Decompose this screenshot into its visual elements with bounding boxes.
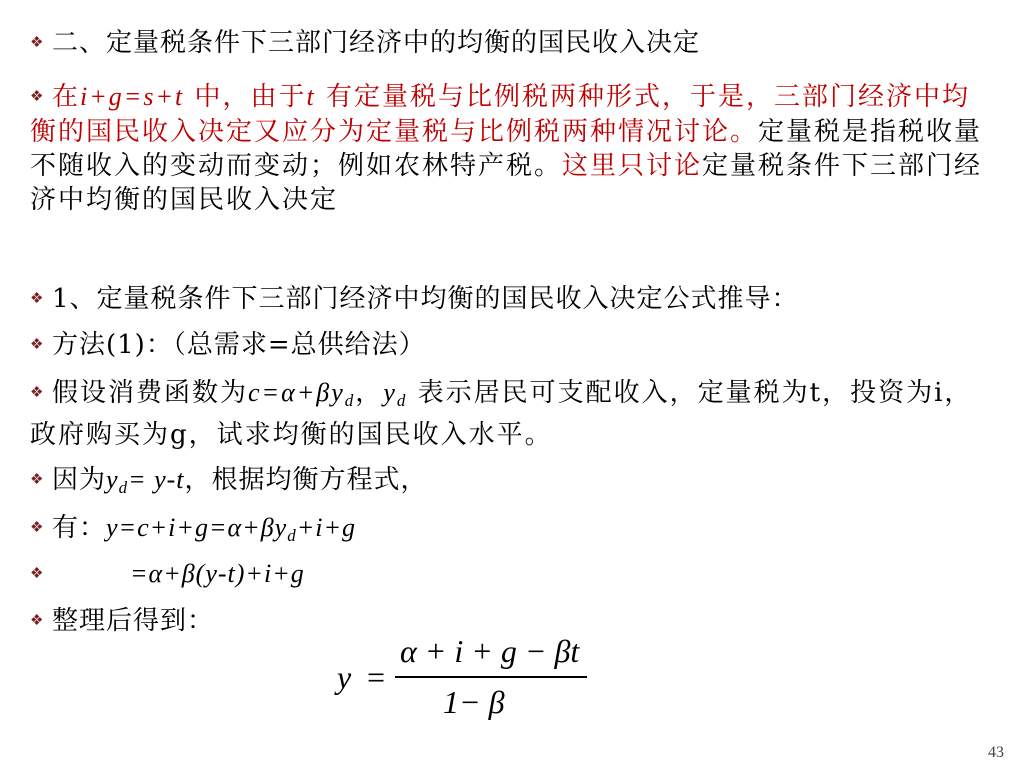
assume-paragraph — [30, 376, 994, 452]
because-eq: = y-t — [128, 465, 185, 494]
diamond-bullet-icon: ❖ — [30, 33, 45, 51]
have-sub-d: d — [287, 526, 297, 545]
fraction-bar — [395, 676, 587, 678]
diamond-bullet-icon: ❖ — [30, 289, 45, 307]
para1-mid1: 中，由于 — [194, 82, 307, 112]
diamond-bullet-icon: ❖ — [30, 87, 46, 105]
because-line — [30, 463, 428, 505]
arrange-line — [30, 604, 214, 639]
assume-sub-d: d — [344, 391, 356, 410]
continuation-line — [30, 557, 305, 592]
title-text: 二、定量税条件下三部门经济中的均衡的国民收入决定 — [52, 28, 701, 58]
diamond-bullet-icon: ❖ — [30, 564, 45, 582]
have-post: +i+g — [296, 513, 357, 542]
page-number: 43 — [988, 744, 1004, 761]
title-line — [30, 26, 700, 61]
para1-formula: i+g=s+t — [80, 82, 185, 111]
have-pre: 有： — [52, 513, 107, 543]
assume-sub-d2: d — [396, 391, 408, 410]
continuation-eq: =α+β(y-t)+i+g — [130, 559, 305, 588]
para1-black2: 定量税条件下三部门经济中均衡的国民收入决定 — [30, 151, 983, 215]
heading-1-text: 1、定量税条件下三部门经济中均衡的国民收入决定公式推导： — [52, 284, 799, 314]
heading-1 — [30, 282, 799, 317]
method-line — [30, 328, 426, 363]
have-line — [30, 511, 356, 553]
diamond-bullet-icon: ❖ — [30, 335, 45, 353]
para1-black1: 定量税是指税收量不随收入的变动而变动；例如农林特产税。 — [30, 117, 983, 181]
para1-red2: 这里只讨论 — [562, 151, 703, 181]
diamond-bullet-icon: ❖ — [30, 470, 45, 488]
para1-pre: 在 — [52, 82, 81, 112]
because-post: ，根据均衡方程式， — [184, 465, 428, 495]
para1-t: t — [306, 82, 316, 111]
because-sub-d: d — [118, 478, 129, 497]
diamond-bullet-icon: ❖ — [30, 518, 45, 536]
assume-pre: 假设消费函数为 — [52, 378, 249, 408]
para1-mid2: 有定量税与比例税两种形式，于是，三部门经济中均衡的国民收入决定又应分为定量税与比例税两种情况讨论。 — [30, 82, 971, 147]
because-yd: y — [106, 465, 119, 494]
paragraph-1 — [30, 80, 994, 217]
formula-denominator: 1− β — [443, 684, 505, 720]
assume-yd: y — [383, 378, 397, 407]
formula-equals: = — [367, 659, 386, 695]
because-pre: 因为 — [52, 465, 107, 495]
have-eq: y=c+i+g=α+βy — [106, 513, 288, 542]
arrange-text: 整理后得到： — [52, 606, 215, 636]
assume-post: 表示居民可支配收入，定量税为t，投资为i，政府购买为g，试求均衡的国民收入水平。 — [30, 378, 973, 450]
formula-numerator: α + i + g − βt — [400, 633, 580, 669]
diamond-bullet-icon: ❖ — [30, 611, 45, 629]
formula-lhs: y — [337, 659, 352, 695]
diamond-bullet-icon: ❖ — [30, 383, 46, 401]
assume-c-formula: c=α+βy — [248, 378, 345, 407]
method-text: 方法(1)：（总需求=总供给法） — [52, 330, 426, 360]
assume-comma: ， — [355, 378, 384, 408]
